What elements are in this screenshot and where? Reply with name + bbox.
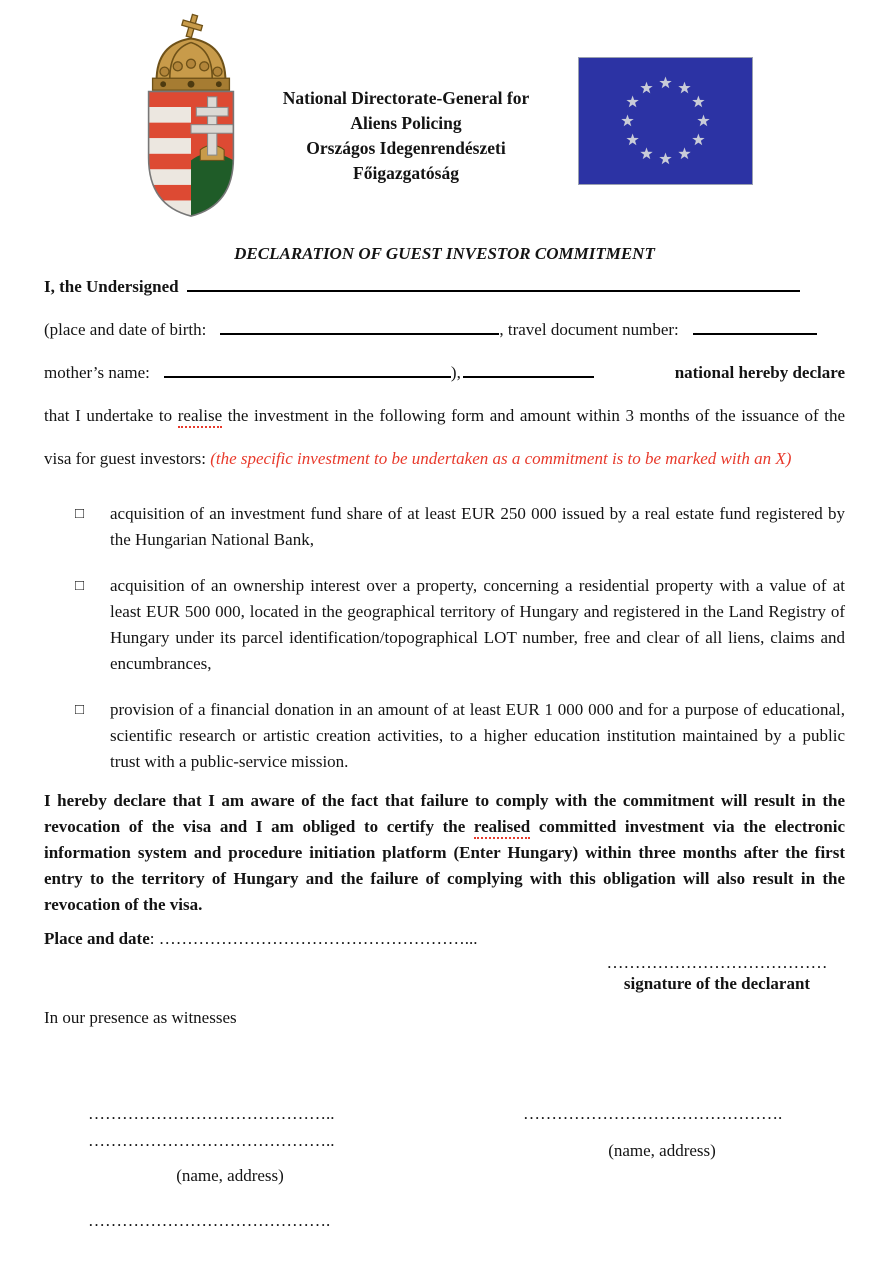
agency-line-en-1: National Directorate-General for (282, 88, 530, 108)
hungary-coat-of-arms-icon (124, 12, 258, 224)
declaration-text-continued: committed investment via the electronic information system and procedure initiation platform (Enter Hungary) within three months after the first entry to the territory of Hungary and the failure of complying with this obligation will also result in the revocation of the visa. (44, 817, 845, 914)
witness-right-column (523, 1100, 801, 1161)
undertaking-text-continued: the investment in the following form and amount within 3 months of the issuance of the visa for guest investors: (44, 406, 845, 468)
agency-line-hu-1: Országos Idegenrendészeti (306, 138, 506, 158)
mother-name-label: mother’s name: (44, 363, 150, 382)
realised-spellcheck-word: realised (474, 817, 530, 839)
nationality-field[interactable] (463, 372, 594, 378)
checkbox-financial-donation[interactable]: □ (75, 702, 85, 718)
witness1-signature-field-2[interactable]: …………………………………….. (88, 1131, 335, 1150)
travel-doc-number-field[interactable] (693, 329, 817, 335)
awareness-declaration-paragraph (44, 788, 845, 918)
agency-line-en-2: Aliens Policing (350, 113, 462, 133)
signature-block (591, 952, 843, 994)
witness1-extra-field[interactable]: ……………………………………. (88, 1211, 331, 1230)
undersigned-name-field[interactable] (187, 286, 800, 292)
investment-options-list (44, 501, 845, 775)
mother-national-line (44, 351, 845, 394)
place-date-label: Place and date (44, 929, 150, 948)
national-declare-label: national hereby declare (674, 363, 845, 382)
option-financial-donation-text: provision of a financial donation in an amount of at least EUR 1 000 000 and for a purpose of educational, scientific research or artistic creation activities, to a higher education institution maintained by a public trust with a public-service mission. (110, 700, 845, 771)
undertaking-paragraph (44, 394, 845, 480)
place-date-field[interactable]: ………………………………………………... (158, 929, 478, 948)
option-residential-property (44, 573, 845, 677)
travel-doc-label: , travel document number: (499, 320, 679, 339)
mother-name-field[interactable] (164, 372, 451, 378)
place-date-colon: : (149, 929, 159, 948)
witnesses-heading: In our presence as witnesses (44, 1008, 237, 1027)
birth-place-date-field[interactable] (220, 329, 499, 335)
option-investment-fund-text: acquisition of an investment fund share of at least EUR 250 000 issued by a real estate fund registered by the Hungarian National Bank, (110, 504, 845, 549)
agency-line-hu-2: Főigazgatóság (353, 163, 459, 183)
option-financial-donation (44, 697, 845, 775)
undertaking-text: that I undertake to (44, 406, 178, 425)
signature-caption: signature of the declarant (623, 974, 811, 993)
undersigned-label: I, the Undersigned (44, 277, 179, 296)
place-date-line (44, 926, 845, 952)
checkbox-investment-fund[interactable]: □ (75, 506, 85, 522)
witness1-name-address-caption: (name, address) (176, 1166, 284, 1185)
witness2-signature-field[interactable]: ………………………………………. (523, 1104, 783, 1123)
agency-title (246, 86, 566, 186)
document-title: DECLARATION OF GUEST INVESTOR COMMITMENT (234, 244, 655, 263)
option-residential-property-text: acquisition of an ownership interest over a property, concerning a residential property with a value of at least EUR 500 000, located in the geographical territory of Hungary and registered in the Land Registry of Hungary under its parcel identification/topographical LOT number, free and clear of all liens, claims and encumbrances, (110, 576, 845, 673)
closing-paren: ), (450, 363, 461, 382)
option-investment-fund (44, 501, 845, 553)
witness1-signature-field[interactable]: …………………………………….. (88, 1104, 335, 1123)
birth-travel-line (44, 308, 845, 351)
eu-flag-icon (578, 57, 753, 185)
witness2-name-address-caption: (name, address) (608, 1141, 716, 1160)
checkbox-residential-property[interactable]: □ (75, 578, 85, 594)
realise-spellcheck-word: realise (178, 406, 222, 428)
declaration-text: I hereby declare that I am aware of the fact that failure to comply with the commitment will result in the revocation of the visa and I am obliged to certify the (44, 791, 845, 836)
declarant-signature-field[interactable]: ………………………………… (606, 953, 828, 972)
document-body (44, 243, 845, 1272)
undersigned-line (44, 265, 845, 308)
witness-left-column (88, 1100, 372, 1234)
red-instruction-note: (the specific investment to be undertaken as a commitment is to be marked with an X) (210, 449, 792, 468)
witness-signature-area (44, 1100, 845, 1272)
birth-label: (place and date of birth: (44, 320, 207, 339)
